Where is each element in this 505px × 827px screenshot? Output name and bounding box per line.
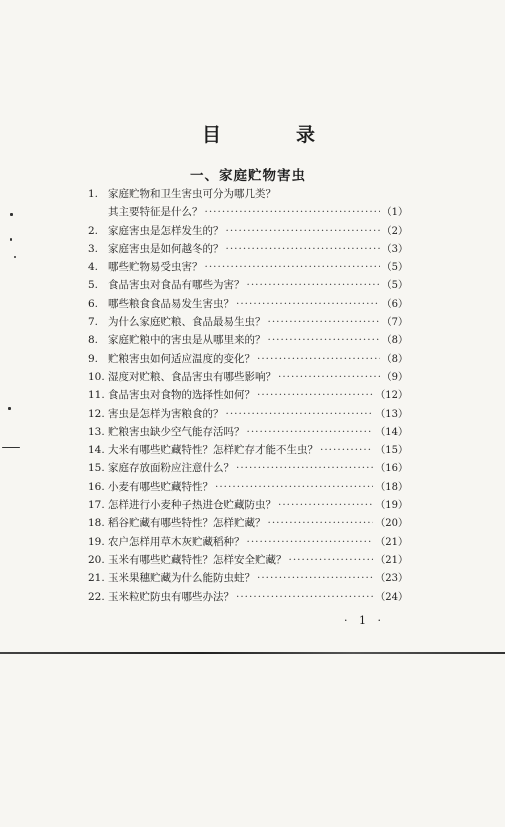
entry-number: 20.: [88, 553, 105, 566]
toc-entry: [88, 533, 408, 551]
scan-speck: [2, 447, 20, 448]
entry-number: 21.: [88, 572, 105, 585]
dot-leader: [205, 203, 380, 221]
dot-leader: [268, 331, 380, 349]
dot-leader: [236, 295, 380, 313]
entry-page-number: （3）: [381, 243, 408, 255]
entry-title: 贮粮害虫缺少空气能存活吗？: [108, 425, 245, 438]
entry-title: 大米有哪些贮藏特性？怎样贮存才能不生虫？: [108, 444, 318, 457]
scan-speck: [14, 256, 16, 258]
entry-title: 为什么家庭贮粮、食品最易生虫？: [108, 316, 266, 329]
entry-title: 哪些贮物易受虫害？: [108, 261, 203, 274]
entry-title: 食品害虫对食品有哪些为害？: [108, 279, 245, 292]
entry-title: 家庭贮粮中的害虫是从哪里来的？: [108, 334, 266, 347]
toc-entry: [88, 185, 408, 203]
entry-page-number: （2）: [381, 225, 408, 237]
entry-page-number: （5）: [381, 280, 408, 292]
dot-leader: [268, 313, 380, 331]
entry-page-number: （13）: [375, 408, 408, 420]
entry-number: 8.: [88, 334, 99, 347]
entry-page-number: （7）: [381, 317, 408, 329]
entry-page-number: （19）: [375, 500, 408, 512]
entry-page-number: （21）: [375, 554, 408, 566]
page-edge-rule: [0, 652, 505, 654]
entry-title: 家庭贮物和卫生害虫可分为哪几类？: [108, 188, 276, 200]
dot-leader: [320, 441, 373, 459]
toc-entry: [88, 350, 408, 368]
toc-entry: [88, 459, 408, 477]
entry-number: 12.: [88, 407, 105, 420]
toc-entry: [88, 258, 408, 276]
entry-title: 其主要特征是什么？: [108, 206, 203, 219]
dot-leader: [247, 533, 374, 551]
toc-entry: [88, 478, 408, 496]
scan-speck: [8, 407, 11, 410]
entry-title: 害虫是怎样为害粮食的？: [108, 407, 224, 420]
entry-number: 3.: [88, 242, 99, 255]
entry-title: 玉米粒贮防虫有哪些办法？: [108, 590, 234, 603]
entry-title: 家庭害虫是如何越冬的？: [108, 242, 224, 255]
page-title: 目 录: [201, 124, 343, 146]
toc-entry: [88, 496, 408, 514]
entry-number: 6.: [88, 297, 99, 310]
entry-page-number: （20）: [375, 518, 408, 530]
entry-number: 18.: [88, 517, 105, 530]
entry-title: 食品害虫对食物的选择性如何？: [108, 389, 255, 402]
toc-entry: [88, 551, 408, 569]
entry-page-number: （14）: [375, 426, 408, 438]
entry-title: 玉米果穗贮藏为什么能防虫蛀？: [108, 572, 255, 585]
entry-title: 贮粮害虫如何适应温度的变化？: [108, 352, 255, 365]
entry-page-number: （16）: [375, 463, 408, 475]
entry-title: 稻谷贮藏有哪些特性？怎样贮藏？: [108, 517, 266, 530]
entry-number: 13.: [88, 425, 105, 438]
toc-entry: [88, 203, 408, 221]
entry-number: 15.: [88, 462, 105, 475]
toc-entry: [88, 276, 408, 294]
toc-entry: [88, 368, 408, 386]
dot-leader: [205, 258, 380, 276]
entry-page-number: （23）: [375, 573, 408, 585]
dot-leader: [215, 478, 373, 496]
entry-page-number: （6）: [381, 298, 408, 310]
entry-number: 9.: [88, 352, 99, 365]
toc-entry: [88, 514, 408, 532]
dot-leader: [236, 588, 373, 606]
toc-entry: [88, 331, 408, 349]
entry-page-number: （8）: [381, 353, 408, 365]
entry-page-number: （12）: [375, 390, 408, 402]
entry-title: 哪些粮食食品易发生害虫？: [108, 297, 234, 310]
entry-title: 家庭害虫是怎样发生的？: [108, 224, 224, 237]
toc-entry: [88, 405, 408, 423]
dot-leader: [236, 459, 373, 477]
dot-leader: [278, 368, 380, 386]
entry-number: 17.: [88, 499, 105, 512]
dot-leader: [289, 551, 374, 569]
scan-speck: [10, 213, 13, 216]
toc-entry: [88, 313, 408, 331]
entry-page-number: （21）: [375, 536, 408, 548]
toc-entry: [88, 386, 408, 404]
entry-number: 10.: [88, 370, 105, 383]
toc-entry: [88, 222, 408, 240]
page-number: · 1 ·: [344, 614, 385, 627]
toc-entry: [88, 441, 408, 459]
dot-leader: [247, 423, 374, 441]
entry-title: 玉米有哪些贮藏特性？怎样安全贮藏？: [108, 553, 287, 566]
toc-entry: [88, 423, 408, 441]
toc-entry: [88, 295, 408, 313]
dot-leader: [226, 240, 380, 258]
entry-page-number: （8）: [381, 335, 408, 347]
entry-page-number: （1）: [381, 207, 408, 219]
table-of-contents: [88, 185, 408, 606]
entry-number: 2.: [88, 224, 99, 237]
entry-page-number: （15）: [375, 445, 408, 457]
dot-leader: [268, 514, 374, 532]
entry-number: 4.: [88, 261, 99, 274]
dot-leader: [226, 405, 374, 423]
entry-number: 22.: [88, 590, 105, 603]
entry-title: 小麦有哪些贮藏特性？: [108, 480, 213, 493]
entry-page-number: （9）: [381, 371, 408, 383]
entry-number: 14.: [88, 444, 105, 457]
dot-leader: [226, 222, 380, 240]
entry-title: 农户怎样用草木灰贮藏稻种？: [108, 535, 245, 548]
entry-number: 19.: [88, 535, 105, 548]
entry-page-number: （18）: [375, 481, 408, 493]
entry-title: 家庭存放面粉应注意什么？: [108, 462, 234, 475]
toc-entry: [88, 240, 408, 258]
dot-leader: [247, 276, 380, 294]
dot-leader: [257, 350, 380, 368]
entry-page-number: （24）: [375, 591, 408, 603]
entry-number: 7.: [88, 316, 99, 329]
scan-speck: [10, 238, 12, 241]
toc-entry: [88, 588, 408, 606]
section-heading: 一、家庭贮物害虫: [190, 168, 306, 184]
entry-title: 湿度对贮粮、食品害虫有哪些影响？: [108, 370, 276, 383]
dot-leader: [278, 496, 373, 514]
toc-entry: [88, 569, 408, 587]
entry-number: 16.: [88, 480, 105, 493]
dot-leader: [257, 386, 373, 404]
entry-page-number: （5）: [381, 262, 408, 274]
entry-title: 怎样进行小麦种子热进仓贮藏防虫？: [108, 499, 276, 512]
entry-number: 11.: [88, 389, 105, 402]
dot-leader: [257, 569, 373, 587]
entry-number: 5.: [88, 279, 99, 292]
entry-number: 1.: [88, 188, 99, 200]
